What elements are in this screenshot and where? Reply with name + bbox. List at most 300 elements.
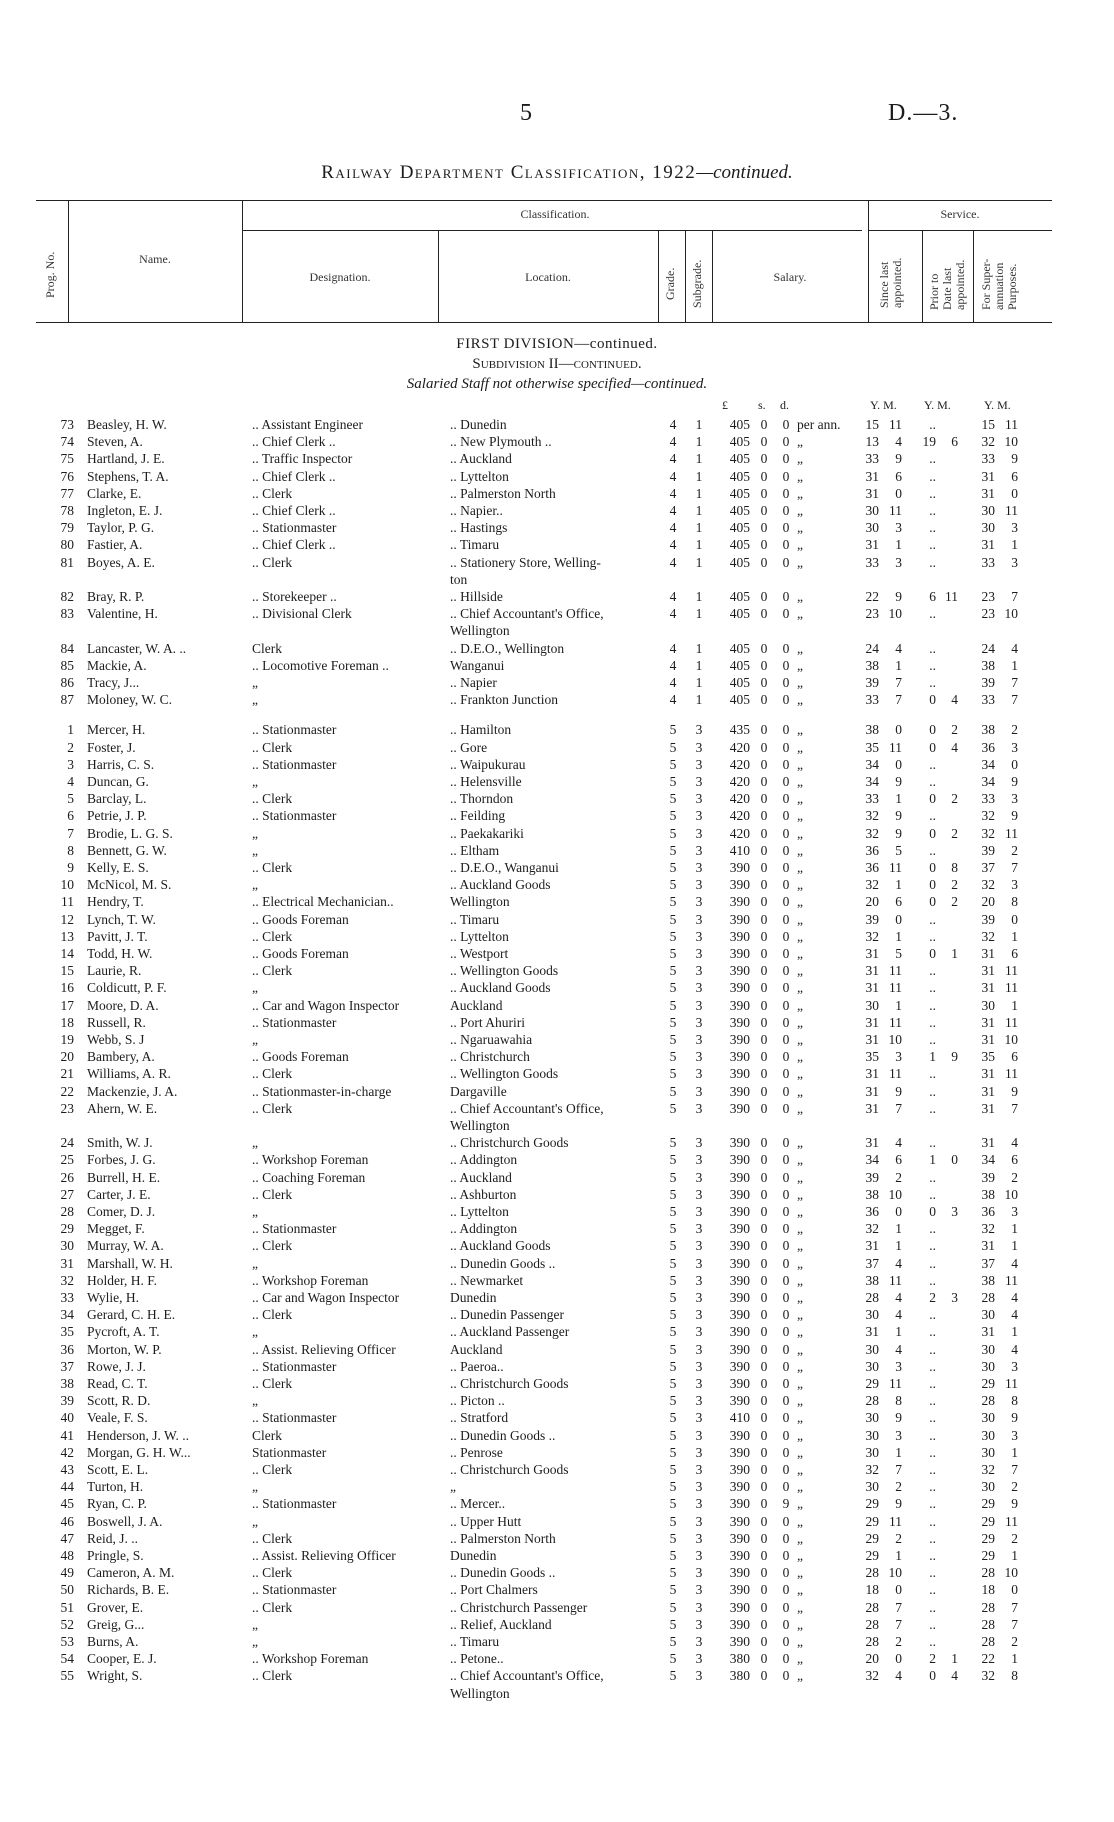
- salary-pounds-cell: 390: [729, 1014, 750, 1030]
- superannuation-months-cell: 7: [1011, 589, 1018, 604]
- salary-period-cell: „: [797, 842, 803, 858]
- grade-cell: 4: [669, 589, 677, 604]
- prior-years-cell: ..: [929, 485, 936, 501]
- salary-pence-cell: 0: [782, 1565, 790, 1581]
- prior-years-cell: ..: [929, 640, 936, 656]
- grade-cell: 5: [669, 1565, 677, 1581]
- table-row: [0, 825, 1114, 842]
- salary-period-cell: „: [797, 1651, 803, 1667]
- prior-years-cell: ..: [929, 1548, 936, 1563]
- superannuation-years-cell: 34: [981, 774, 995, 789]
- location-cell: Wellington: [450, 1118, 510, 1133]
- salary-pounds-cell: 405: [729, 589, 750, 604]
- prog-no-cell: 51: [60, 1599, 74, 1615]
- salary-shillings-cell: 0: [760, 1204, 768, 1219]
- salary-pounds-cell: 390: [729, 980, 750, 996]
- salary-pence-cell: 0: [782, 1238, 790, 1254]
- salary-period-cell: „: [797, 739, 803, 755]
- location-cell: .. Dunedin Goods ..: [450, 1565, 556, 1581]
- since-last-years-cell: 38: [865, 722, 879, 738]
- superannuation-months-cell: 1: [1011, 1444, 1018, 1460]
- superannuation-months-cell: 0: [1011, 756, 1018, 772]
- designation-cell: .. Clerk: [252, 1668, 293, 1684]
- since-last-years-cell: 18: [865, 1582, 879, 1598]
- prior-months-cell: 1: [951, 1651, 958, 1667]
- since-last-months-cell: 1: [895, 928, 902, 944]
- salary-pence-cell: 0: [782, 1255, 790, 1271]
- superannuation-months-cell: 7: [1011, 1599, 1018, 1615]
- salary-pounds-cell: 390: [729, 997, 750, 1013]
- salary-period-cell: „: [797, 606, 803, 622]
- salary-pounds-cell: 390: [729, 1324, 750, 1340]
- prog-no-cell: 32: [60, 1272, 74, 1288]
- salary-period-cell: „: [797, 1444, 803, 1460]
- subgrade-cell: 3: [695, 1376, 703, 1391]
- superannuation-years-cell: 28: [981, 1290, 995, 1305]
- salary-pence-cell: 0: [782, 1513, 790, 1529]
- name-cell: Holder, H. F.: [87, 1272, 157, 1288]
- salary-pounds-cell: 390: [729, 1427, 750, 1443]
- salary-period-cell: „: [797, 997, 803, 1013]
- grade-cell: 5: [669, 1393, 677, 1409]
- table-row: [0, 1495, 1114, 1512]
- subgrade-cell: 3: [695, 1548, 703, 1563]
- grade-cell: 4: [669, 606, 677, 622]
- prior-years-cell: ..: [929, 1014, 936, 1030]
- prog-no-cell: 78: [60, 503, 74, 518]
- subgrade-cell: 3: [695, 1651, 703, 1667]
- salary-shillings-cell: 0: [760, 911, 768, 927]
- superannuation-months-cell: 1: [1011, 1324, 1018, 1340]
- salary-pence-cell: 0: [782, 1083, 790, 1099]
- salary-pounds-cell: 380: [729, 1651, 750, 1667]
- salary-pence-cell: 0: [782, 808, 790, 824]
- subgrade-cell: 3: [695, 877, 703, 893]
- salary-pence-cell: 0: [782, 722, 790, 738]
- prog-no-cell: 48: [60, 1548, 74, 1563]
- grade-cell: 5: [669, 1307, 677, 1323]
- location-cell: .. Auckland: [450, 1169, 512, 1185]
- prior-years-cell: ..: [929, 1616, 936, 1632]
- salary-pence-cell: 0: [782, 537, 790, 553]
- since-last-months-cell: 1: [895, 1444, 902, 1460]
- table-row: [0, 773, 1114, 790]
- prog-no-cell: 5: [67, 791, 74, 807]
- salary-pence-cell: 0: [782, 1169, 790, 1185]
- subgrade-cell: 3: [695, 1221, 703, 1237]
- since-last-months-cell: 3: [895, 1358, 902, 1374]
- prior-years-cell: ..: [929, 911, 936, 927]
- since-last-months-cell: 0: [895, 722, 902, 738]
- subgrade-cell: 3: [695, 1358, 703, 1374]
- subgrade-cell: 3: [695, 756, 703, 772]
- salary-pounds-cell: 390: [729, 1135, 750, 1151]
- subgrade-cell: 3: [695, 1186, 703, 1202]
- subgrade-cell: 3: [695, 946, 703, 961]
- prog-no-cell: 44: [60, 1479, 74, 1495]
- table-row: [0, 1255, 1114, 1272]
- superannuation-months-cell: 2: [1011, 1169, 1018, 1185]
- superannuation-years-cell: 29: [981, 1548, 995, 1563]
- superannuation-years-cell: 31: [981, 1238, 995, 1254]
- salary-period-cell: „: [797, 1376, 803, 1391]
- grade-cell: 5: [669, 1272, 677, 1288]
- salary-period-cell: „: [797, 468, 803, 484]
- prior-years-cell: ..: [929, 980, 936, 996]
- salary-pence-cell: 0: [782, 963, 790, 979]
- name-cell: Valentine, H.: [87, 606, 158, 622]
- since-last-years-cell: 31: [865, 1324, 879, 1340]
- grade-cell: 5: [669, 1324, 677, 1340]
- salary-period-cell: „: [797, 1307, 803, 1323]
- name-cell: Ryan, C. P.: [87, 1496, 147, 1512]
- since-last-months-cell: 2: [895, 1634, 902, 1649]
- salary-period-cell: „: [797, 894, 803, 910]
- superannuation-months-cell: 1: [1011, 1221, 1018, 1237]
- prior-years-cell: ..: [929, 774, 936, 789]
- since-last-years-cell: 31: [865, 963, 879, 979]
- subgrade-cell: 1: [695, 606, 703, 622]
- col-rule-9: [973, 230, 974, 322]
- salary-pence-cell: 0: [782, 1462, 790, 1477]
- table-row: [0, 605, 1114, 622]
- since-last-months-cell: 10: [888, 1032, 902, 1047]
- grade-cell: 5: [669, 980, 677, 996]
- designation-cell: „: [252, 980, 258, 996]
- salary-shillings-cell: 0: [760, 1135, 768, 1151]
- table-row: [0, 1375, 1114, 1392]
- since-last-months-cell: 3: [895, 1049, 902, 1065]
- salary-shillings-cell: 0: [760, 554, 768, 570]
- subgrade-cell: 3: [695, 808, 703, 824]
- salary-period-cell: „: [797, 434, 803, 450]
- salary-shillings-cell: 0: [760, 468, 768, 484]
- name-cell: Rowe, J. J.: [87, 1358, 146, 1374]
- grade-cell: 5: [669, 1032, 677, 1047]
- salary-shillings-cell: 0: [760, 1599, 768, 1615]
- salary-pence-cell: 0: [782, 1393, 790, 1409]
- prog-no-cell: 24: [60, 1135, 74, 1151]
- salary-pounds-cell: 390: [729, 1341, 750, 1357]
- name-cell: Wylie, H.: [87, 1290, 140, 1305]
- grade-cell: 5: [669, 1152, 677, 1168]
- prog-no-cell: 47: [60, 1530, 74, 1546]
- since-last-months-cell: 5: [895, 946, 902, 961]
- since-last-months-cell: 9: [895, 808, 902, 824]
- since-last-years-cell: 28: [865, 1599, 879, 1615]
- grade-cell: 4: [669, 468, 677, 484]
- since-last-years-cell: 29: [865, 1376, 879, 1391]
- prior-years-cell: ..: [929, 1479, 936, 1495]
- prior-years-cell: ..: [929, 468, 936, 484]
- table-row: [0, 1186, 1114, 1203]
- location-cell: .. Chief Accountant's Office,: [450, 1100, 604, 1116]
- location-cell: Dunedin: [450, 1548, 497, 1563]
- since-last-months-cell: 0: [895, 1582, 902, 1598]
- prior-months-cell: 2: [951, 825, 958, 841]
- subgrade-cell: 3: [695, 722, 703, 738]
- name-cell: Wright, S.: [87, 1668, 143, 1684]
- salary-shillings-cell: 0: [760, 520, 768, 536]
- salary-pounds-cell: 435: [729, 722, 750, 738]
- salary-period-cell: „: [797, 1272, 803, 1288]
- salary-shillings-cell: 0: [760, 1152, 768, 1168]
- since-last-months-cell: 1: [895, 997, 902, 1013]
- prior-years-cell: ..: [929, 537, 936, 553]
- salary-pounds-cell: 405: [729, 520, 750, 536]
- subgrade-cell: 3: [695, 997, 703, 1013]
- since-last-years-cell: 30: [865, 997, 879, 1013]
- since-last-years-cell: 31: [865, 946, 879, 961]
- location-cell: .. Auckland Goods: [450, 980, 551, 996]
- grade-cell: 5: [669, 911, 677, 927]
- salary-period-cell: „: [797, 1616, 803, 1632]
- prog-no-cell: 50: [60, 1582, 74, 1598]
- salary-pence-cell: 0: [782, 1272, 790, 1288]
- salary-shillings-cell: 0: [760, 756, 768, 772]
- prior-months-cell: 0: [951, 1152, 958, 1168]
- salary-pounds-cell: 390: [729, 1221, 750, 1237]
- salary-period-cell: „: [797, 1238, 803, 1254]
- grade-cell: 5: [669, 894, 677, 910]
- salary-period-cell: „: [797, 1014, 803, 1030]
- salary-shillings-cell: 0: [760, 1049, 768, 1065]
- since-last-years-cell: 28: [865, 1393, 879, 1409]
- salary-pence-cell: 0: [782, 1100, 790, 1116]
- prog-no-cell: 21: [60, 1066, 74, 1082]
- superannuation-years-cell: 38: [981, 1272, 995, 1288]
- salary-pence-cell: 0: [782, 468, 790, 484]
- salary-pounds-cell: 390: [729, 877, 750, 893]
- name-cell: Tracy, J...: [87, 675, 140, 690]
- location-cell: ton: [450, 571, 468, 587]
- superannuation-years-cell: 30: [981, 1307, 995, 1323]
- since-last-years-cell: 30: [865, 1427, 879, 1443]
- since-last-months-cell: 1: [895, 1238, 902, 1254]
- name-cell: Megget, F.: [87, 1221, 145, 1237]
- superannuation-years-cell: 32: [981, 877, 995, 893]
- designation-cell: „: [252, 842, 258, 858]
- table-row: [0, 1392, 1114, 1409]
- prog-no-cell: 82: [60, 589, 74, 604]
- salary-shillings-cell: 0: [760, 1582, 768, 1598]
- since-last-years-cell: 24: [865, 640, 879, 656]
- superannuation-months-cell: 1: [1011, 1238, 1018, 1254]
- table-row: [0, 842, 1114, 859]
- name-cell: Foster, J.: [87, 739, 136, 755]
- prior-years-cell: ..: [929, 1462, 936, 1477]
- subgrade-cell: 1: [695, 692, 703, 708]
- table-row: [0, 691, 1114, 708]
- superannuation-months-cell: 3: [1011, 739, 1018, 755]
- name-cell: Fastier, A.: [87, 537, 143, 553]
- designation-cell: .. Traffic Inspector: [252, 451, 353, 467]
- grade-cell: 4: [669, 692, 677, 708]
- salary-pounds-cell: 390: [729, 1066, 750, 1082]
- location-cell: .. Port Ahuriri: [450, 1014, 526, 1030]
- superannuation-years-cell: 24: [981, 640, 995, 656]
- grade-cell: 4: [669, 417, 677, 432]
- subgrade-cell: 3: [695, 1238, 703, 1254]
- name-cell: Harris, C. S.: [87, 756, 155, 772]
- name-cell: Steven, A.: [87, 434, 143, 450]
- designation-cell: „: [252, 692, 258, 708]
- designation-cell: .. Clerk: [252, 485, 293, 501]
- location-cell: Wellington: [450, 1685, 510, 1701]
- salary-pounds-cell: 410: [729, 842, 750, 858]
- superannuation-years-cell: 30: [981, 503, 995, 518]
- since-last-years-cell: 31: [865, 1083, 879, 1099]
- location-cell: .. Picton ..: [450, 1393, 505, 1409]
- designation-cell: .. Coaching Foreman: [252, 1169, 366, 1185]
- superannuation-years-cell: 28: [981, 1634, 995, 1649]
- subgrade-cell: 3: [695, 1427, 703, 1443]
- salary-pounds-cell: 405: [729, 503, 750, 518]
- salary-period-cell: „: [797, 1341, 803, 1357]
- table-row: [0, 911, 1114, 928]
- prior-months-cell: 2: [951, 722, 958, 738]
- grade-cell: 5: [669, 825, 677, 841]
- salary-shillings-cell: 0: [760, 589, 768, 604]
- prog-no-cell: 3: [67, 756, 74, 772]
- subgrade-cell: 1: [695, 675, 703, 690]
- salary-pence-cell: 0: [782, 946, 790, 961]
- table-row: [0, 1461, 1114, 1478]
- salary-shillings-cell: 0: [760, 1634, 768, 1649]
- designation-cell: .. Workshop Foreman: [252, 1152, 369, 1168]
- table-row: [0, 1409, 1114, 1426]
- since-last-years-cell: 35: [865, 739, 879, 755]
- since-last-months-cell: 11: [889, 739, 902, 755]
- superannuation-months-cell: 2: [1011, 722, 1018, 738]
- subgrade-cell: 3: [695, 1410, 703, 1426]
- name-cell: Mercer, H.: [87, 722, 146, 738]
- subgrade-cell: 1: [695, 537, 703, 553]
- since-last-months-cell: 1: [895, 537, 902, 553]
- superannuation-years-cell: 30: [981, 1358, 995, 1374]
- salary-period-cell: „: [797, 1393, 803, 1409]
- prior-years-cell: ..: [929, 1255, 936, 1271]
- subgrade-cell: 3: [695, 1100, 703, 1116]
- prog-no-cell: 11: [61, 894, 74, 910]
- name-cell: Forbes, J. G.: [87, 1152, 156, 1168]
- prog-no-cell: 1: [67, 722, 74, 738]
- designation-cell: .. Clerk: [252, 1238, 293, 1254]
- salary-shillings-cell: 0: [760, 1530, 768, 1546]
- grade-cell: 5: [669, 842, 677, 858]
- table-row: [0, 1289, 1114, 1306]
- salary-pence-cell: 0: [782, 1634, 790, 1649]
- prior-years-cell: ..: [929, 1100, 936, 1116]
- col-rule-8: [922, 230, 923, 322]
- header-bottom-rule: [36, 322, 1052, 323]
- superannuation-years-cell: 32: [981, 808, 995, 824]
- subgrade-cell: 3: [695, 791, 703, 807]
- subgrade-cell: 3: [695, 1204, 703, 1219]
- since-last-months-cell: 5: [895, 842, 902, 858]
- superannuation-years-cell: 39: [981, 842, 995, 858]
- table-row-continuation: [0, 622, 1114, 639]
- designation-cell: .. Divisional Clerk: [252, 606, 352, 622]
- prior-months-cell: 3: [951, 1290, 958, 1305]
- salary-period-cell: „: [797, 1496, 803, 1512]
- since-last-years-cell: 34: [865, 1152, 879, 1168]
- designation-cell: .. Goods Foreman: [252, 911, 349, 927]
- name-cell: Ahern, W. E.: [87, 1100, 158, 1116]
- since-last-months-cell: 4: [895, 1290, 902, 1305]
- since-last-months-cell: 10: [888, 1565, 902, 1581]
- table-row: [0, 1014, 1114, 1031]
- location-cell: .. Wellington Goods: [450, 963, 559, 979]
- since-last-months-cell: 9: [895, 825, 902, 841]
- prog-no-cell: 77: [60, 485, 74, 501]
- name-cell: Carter, J. E.: [87, 1186, 151, 1202]
- superannuation-months-cell: 4: [1011, 1307, 1018, 1323]
- prog-no-cell: 35: [60, 1324, 74, 1340]
- salary-pence-cell: 0: [782, 980, 790, 996]
- name-cell: Scott, R. D.: [87, 1393, 151, 1409]
- prog-no-cell: 86: [60, 675, 74, 690]
- service-subrule: [868, 230, 1052, 231]
- salary-pence-cell: 0: [782, 1066, 790, 1082]
- since-last-months-cell: 10: [888, 606, 902, 622]
- prior-years-cell: ..: [929, 1032, 936, 1047]
- name-cell: Morgan, G. H. W...: [87, 1444, 191, 1460]
- prog-no-cell: 20: [60, 1049, 74, 1065]
- salary-pence-cell: 0: [782, 1204, 790, 1219]
- since-last-months-cell: 11: [889, 1272, 902, 1288]
- table-row-continuation: [0, 1685, 1114, 1702]
- prior-years-cell: ..: [929, 1083, 936, 1099]
- superannuation-months-cell: 7: [1011, 1100, 1018, 1116]
- salary-period-cell: „: [797, 657, 803, 673]
- prog-no-cell: 75: [60, 451, 74, 467]
- salary-pence-cell: 0: [782, 911, 790, 927]
- prior-years-cell: 1: [929, 1049, 936, 1065]
- designation-cell: „: [252, 877, 258, 893]
- superannuation-years-cell: 30: [981, 1341, 995, 1357]
- grade-cell: 5: [669, 1599, 677, 1615]
- salary-pence-cell: 0: [782, 1410, 790, 1426]
- prog-no-cell: 76: [60, 468, 74, 484]
- since-last-months-cell: 1: [895, 657, 902, 673]
- table-row: [0, 1427, 1114, 1444]
- grade-cell: 4: [669, 537, 677, 553]
- superannuation-years-cell: 30: [981, 997, 995, 1013]
- prog-no-cell: 4: [67, 774, 74, 789]
- prior-years-cell: ..: [929, 657, 936, 673]
- grade-cell: 5: [669, 1169, 677, 1185]
- since-last-years-cell: 33: [865, 451, 879, 467]
- designation-cell: „: [252, 1135, 258, 1151]
- salary-period-cell: „: [797, 1152, 803, 1168]
- since-last-years-cell: 20: [865, 1651, 879, 1667]
- superannuation-years-cell: 32: [981, 825, 995, 841]
- superannuation-months-cell: 1: [1011, 657, 1018, 673]
- since-last-months-cell: 9: [895, 589, 902, 604]
- location-cell: .. Timaru: [450, 1634, 500, 1649]
- superannuation-years-cell: 31: [981, 1066, 995, 1082]
- superannuation-years-cell: 28: [981, 1616, 995, 1632]
- superannuation-years-cell: 23: [981, 606, 995, 622]
- prior-years-cell: ..: [929, 842, 936, 858]
- subgrade-cell: 3: [695, 1565, 703, 1581]
- table-row: [0, 1100, 1114, 1117]
- designation-cell: .. Assist. Relieving Officer: [252, 1341, 396, 1357]
- designation-cell: „: [252, 1513, 258, 1529]
- header-since-last: Since last appointed.: [877, 257, 904, 308]
- name-cell: Hendry, T.: [87, 894, 144, 910]
